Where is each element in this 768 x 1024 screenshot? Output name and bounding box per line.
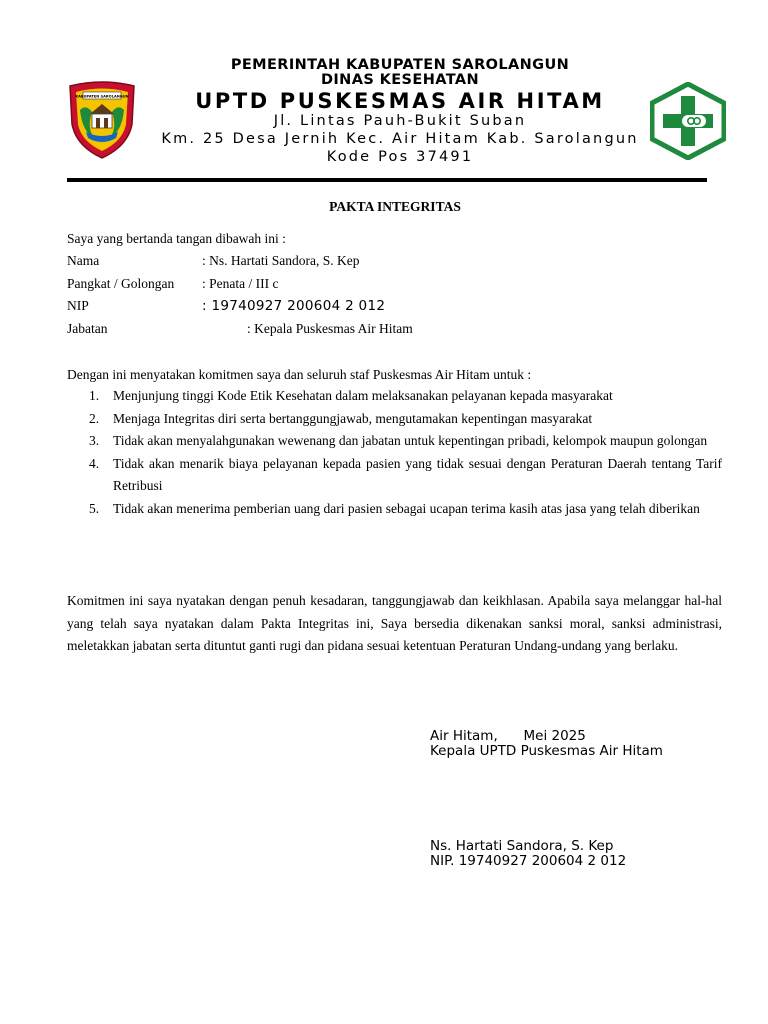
list-item-number: 5. bbox=[89, 500, 100, 516]
letterhead-government: PEMERINTAH KABUPATEN SAROLANGUN bbox=[230, 57, 570, 73]
letterhead-divider bbox=[67, 178, 707, 182]
letterhead-department: DINAS KESEHATAN bbox=[320, 72, 480, 88]
field-value: : Ns. Hartati Sandora, S. Kep bbox=[202, 253, 360, 268]
list-item bbox=[67, 498, 722, 521]
list-item-text: Menjaga Integritas diri serta bertanggungjawab, mengutamakan kepentingan masyarakat bbox=[113, 410, 593, 426]
letterhead-street: Jl. Lintas Pauh-Bukit Suban bbox=[273, 113, 527, 129]
puskesmas-logo-icon bbox=[650, 82, 726, 160]
list-item-text: Tidak akan menarik biaya pelayanan kepada pasien yang tidak sesuai dengan Peraturan Daerah tentang Tarif Retribusi bbox=[113, 455, 722, 494]
field-value: : Kepala Puskesmas Air Hitam bbox=[247, 321, 413, 336]
emblem-banner-text: KABUPATEN SAROLANGUN bbox=[75, 94, 129, 99]
list-item-number: 2. bbox=[89, 410, 100, 426]
list-item bbox=[67, 385, 722, 408]
list-item-number: 1. bbox=[89, 388, 100, 403]
letterhead-address: Km. 25 Desa Jernih Kec. Air Hitam Kab. Sarolangun bbox=[161, 131, 639, 147]
letterhead-postal-code: Kode Pos 37491 bbox=[326, 149, 474, 165]
signature-nip: NIP. 19740927 200604 2 012 bbox=[430, 853, 627, 869]
signature-name: Ns. Hartati Sandora, S. Kep bbox=[430, 838, 614, 854]
signature-place-date: Air Hitam, Mei 2025 bbox=[430, 728, 586, 744]
field-value: : Penata / III c bbox=[202, 276, 279, 291]
list-item-number: 4. bbox=[89, 455, 100, 471]
list-item-text: Tidak akan menerima pemberian uang dari pasien sebagai ucapan terima kasih atas jasa yang telah diberikan bbox=[113, 500, 700, 516]
list-item-number: 3. bbox=[89, 433, 100, 449]
list-item bbox=[67, 453, 722, 498]
intro-text: Saya yang bertanda tangan dibawah ini : bbox=[67, 231, 286, 246]
field-value: : 19740927 200604 2 012 bbox=[202, 298, 386, 314]
list-item-text: Menjunjung tinggi Kode Etik Kesehatan dalam melaksanakan pelayanan kepada masyarakat bbox=[113, 388, 613, 403]
field-label: Nama bbox=[67, 253, 100, 268]
closing-paragraph: Komitmen ini saya nyatakan dengan penuh kesadaran, tanggungjawab dan keikhlasan. Apabila saya melanggar hal-hal yang telah saya nyatakan dalam Pakta Integritas ini, Saya bersedia dikenakan sanksi moral, sanksi administrasi, meletakkan jabatan serta dituntut ganti rugi dan pidana sesuai ketentuan Peraturan Undang-undang yang berlaku. bbox=[67, 593, 722, 654]
list-item bbox=[67, 430, 722, 453]
field-label: Pangkat / Golongan bbox=[67, 276, 175, 291]
field-label: NIP bbox=[67, 298, 89, 313]
field-label: Jabatan bbox=[67, 321, 108, 336]
list-item bbox=[67, 408, 722, 431]
letterhead-institution: UPTD PUSKESMAS AIR HITAM bbox=[195, 89, 605, 113]
list-item-text: Tidak akan menyalahgunakan wewenang dan jabatan untuk kepentingan pribadi, kelompok maupun golongan bbox=[113, 433, 708, 449]
signature-position: Kepala UPTD Puskesmas Air Hitam bbox=[430, 743, 663, 759]
kabupaten-sarolangun-emblem-icon bbox=[66, 80, 138, 160]
document-title: PAKTA INTEGRITAS bbox=[329, 199, 461, 214]
statement-text: Dengan ini menyatakan komitmen saya dan seluruh staf Puskesmas Air Hitam untuk : bbox=[67, 367, 532, 382]
commitment-list bbox=[67, 385, 722, 521]
